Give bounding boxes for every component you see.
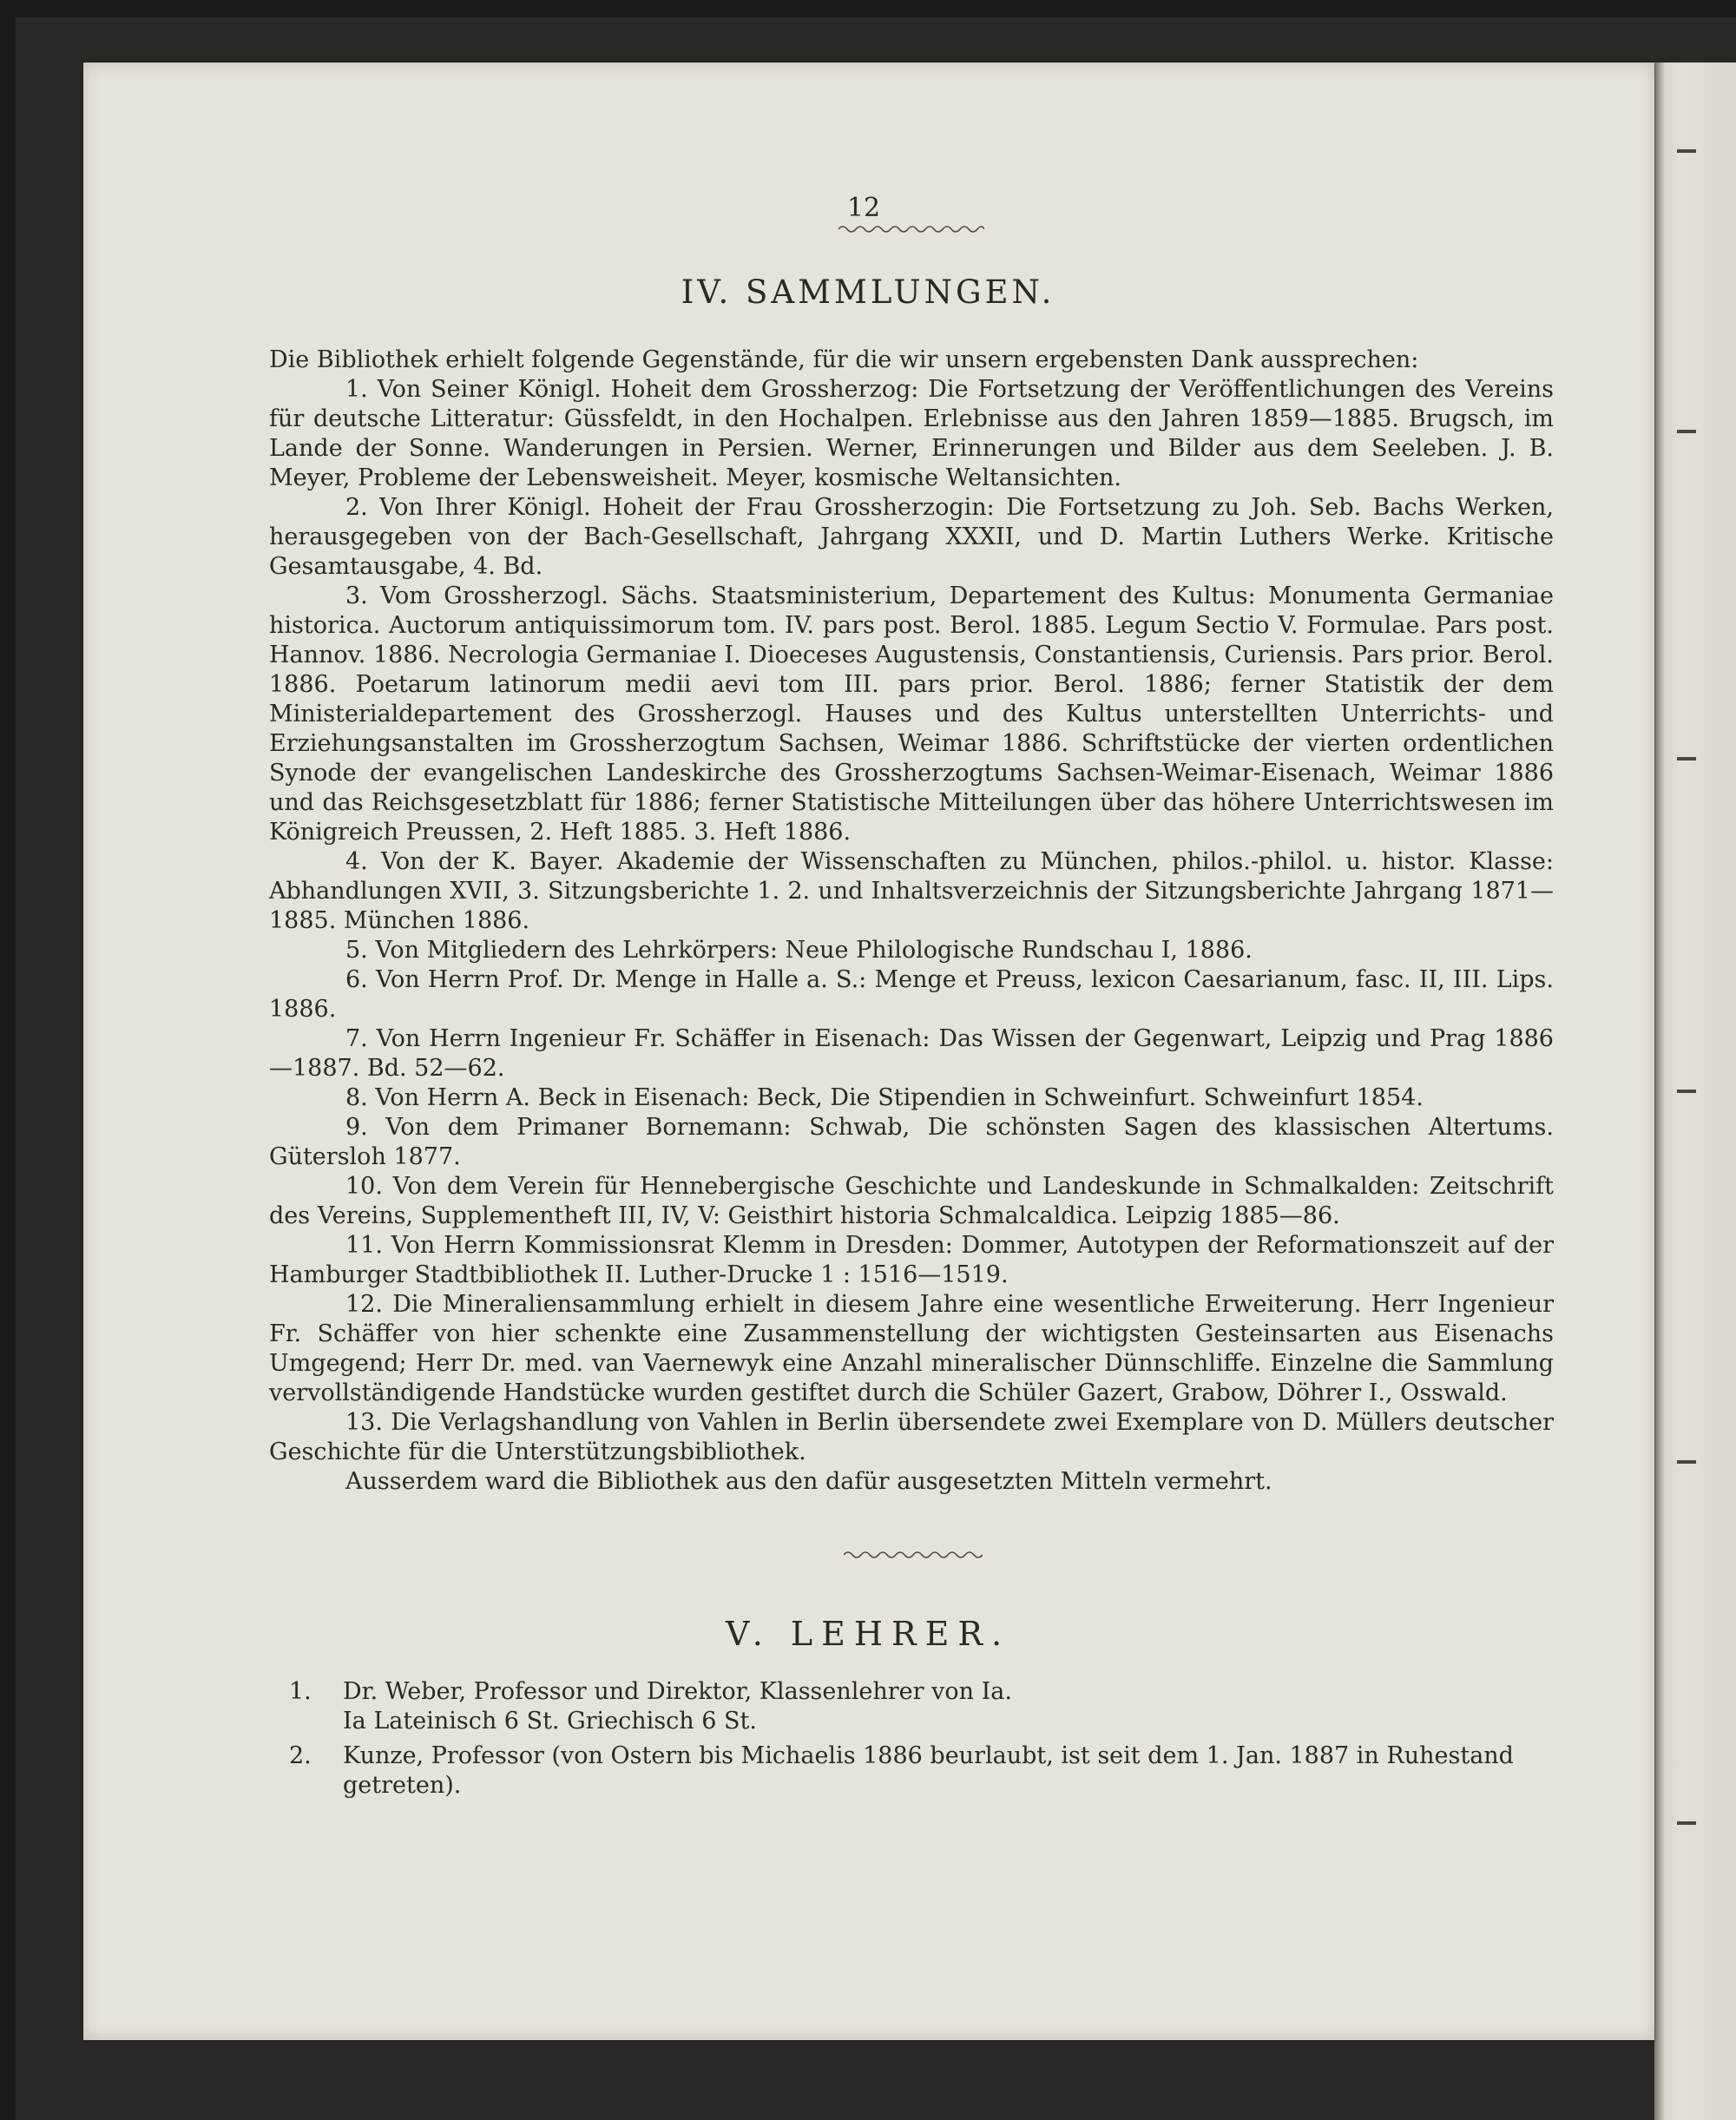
teacher-number: 1. — [289, 1678, 312, 1705]
donation-item: 9. Von dem Primaner Bornemann: Schwab, Die schönsten Sagen des klassischen Altertums. Gütersloh 1877. — [269, 1114, 1554, 1170]
teacher-list — [289, 1677, 1556, 1806]
edge-mark — [1677, 757, 1696, 760]
donation-item: 5. Von Mitgliedern des Lehrkörpers: Neue Philologische Rundschau I, 1886. — [345, 937, 1253, 964]
sammlungen-body — [269, 346, 1554, 1497]
donation-item: 2. Von Ihrer Königl. Hoheit der Frau Grossherzogin: Die Fortsetzung zu Joh. Seb. Bachs Werken, herausgegeben von der Bach-Gesellschaft, Jahrgang XXXII, und D. Martin Luthers Werke. Kritische Gesamtausgabe, 4. Bd. — [269, 494, 1554, 580]
donation-item: 6. Von Herrn Prof. Dr. Menge in Halle a. S.: Menge et Preuss, lexicon Caesarianum, fasc. II, III. Lips. 1886. — [269, 966, 1554, 1023]
teacher-number: 2. — [289, 1742, 312, 1769]
donation-item: 11. Von Herrn Kommissionsrat Klemm in Dresden: Dommer, Autotypen der Reformationszeit auf der Hamburger Stadtbibliothek II. Luther-Drucke 1 : 1516—1519. — [269, 1232, 1554, 1288]
donation-item: 4. Von der K. Bayer. Akademie der Wissenschaften zu München, philos.-philol. u. histor. Klasse: Abhandlungen XVII, 3. Sitzungsberichte 1. 2. und Inhaltsverzeichnis der Sitzungsberichte Jahrgang 1871—1885. München 1886. — [269, 848, 1554, 934]
section-title-lehrer: V. LEHRER. — [725, 1615, 1011, 1653]
donation-item: 8. Von Herrn A. Beck in Eisenach: Beck, Die Stipendien in Schweinfurt. Schweinfurt 1854. — [345, 1084, 1424, 1111]
closing-remark: Ausserdem ward die Bibliothek aus den dafür ausgesetzten Mitteln vermehrt. — [345, 1468, 1272, 1495]
teacher-subjects: Ia Lateinisch 6 St. Griechisch 6 St. — [343, 1708, 757, 1735]
teacher-line: Kunze, Professor (von Ostern bis Michaelis 1886 beurlaubt, ist seit dem 1. Jan. 1887 in Ruhestand getreten). — [343, 1742, 1514, 1799]
section-title-sammlungen: IV. SAMMLUNGEN. — [681, 273, 1055, 311]
teacher-line: Dr. Weber, Professor und Direktor, Klassenlehrer von Ia. — [343, 1678, 1012, 1705]
sammlungen-intro: Die Bibliothek erhielt folgende Gegenstände, für die wir unsern ergebensten Dank aussprechen: — [269, 346, 1419, 373]
donation-item: 12. Die Mineraliensammlung erhielt in diesem Jahre eine wesentliche Erweiterung. Herr Ingenieur Fr. Schäffer von hier schenkte eine Zusammenstellung der wichtigsten Gesteinsarten aus Eisenachs Umgegend; Herr Dr. med. van Vaernewyk eine Anzahl mineralischer Dünnschliffe. Einzelne die Sammlung vervollständigende Handstücke wurden gestiftet durch die Schüler Gazert, Grabow, Döhrer I., Osswald. — [269, 1291, 1554, 1406]
teacher-entry — [289, 1677, 1556, 1736]
edge-mark — [1677, 1821, 1696, 1825]
donation-item: 13. Die Verlagshandlung von Vahlen in Berlin übersendete zwei Exemplare von D. Müllers deutscher Geschichte für die Unterstützungsbibliothek. — [269, 1409, 1554, 1465]
page-number: 12 — [846, 193, 881, 223]
section-divider-squiggle — [844, 1550, 983, 1560]
teacher-entry — [289, 1741, 1556, 1801]
edge-mark — [1677, 1090, 1696, 1093]
donation-item: 3. Vom Grossherzogl. Sächs. Staatsministerium, Departement des Kultus: Monumenta Germaniae historica. Auctorum antiquissimorum tom. IV. pars post. Berol. 1885. Legum Sectio V. Formulae. Pars post. Hannov. 1886. Necrologia Germaniae I. Dioeceses Augustensis, Constantiensis, Curiensis. Pars prior. Berol. 1886. Poetarum latinorum medii aevi tom III. pars prior. Berol. 1886; ferner Statistik der dem Ministerialdepartement des Grossherzogl. Hauses und des Kultus unterstellten Unterrichts- und Erziehungsanstalten im Grossherzogtum Sachsen, Weimar 1886. Schriftstücke der vierten ordentlichen Synode der evangelischen Landeskirche des Grossherzogtums Sachsen-Weimar-Eisenach, Weimar 1886 und das Reichsgesetzblatt für 1886; ferner Statistische Mitteilungen über das höhere Unterrichtswesen im Königreich Preussen, 2. Heft 1885. 3. Heft 1886. — [269, 583, 1554, 846]
donation-item: 1. Von Seiner Königl. Hoheit dem Grossherzog: Die Fortsetzung der Veröffentlichungen des Vereins für deutsche Litteratur: Güssfeldt, in den Hochalpen. Erlebnisse aus den Jahren 1859—1885. Brugsch, im Lande der Sonne. Wanderungen in Persien. Werner, Erinnerungen und Bilder aus dem Seeleben. J. B. Meyer, Probleme der Lebensweisheit. Meyer, kosmische Weltansichten. — [269, 376, 1554, 491]
ornament-squiggle — [838, 224, 984, 234]
edge-mark — [1677, 1460, 1696, 1464]
edge-mark — [1677, 149, 1696, 153]
donation-item: 7. Von Herrn Ingenieur Fr. Schäffer in Eisenach: Das Wissen der Gegenwart, Leipzig und Prag 1886—1887. Bd. 52—62. — [269, 1025, 1554, 1082]
donation-item: 10. Von dem Verein für Hennebergische Geschichte und Landeskunde in Schmalkalden: Zeitschrift des Vereins, Supplementheft III, IV, V: Geisthirt historia Schmalcaldica. Leipzig 1885—86. — [269, 1173, 1554, 1229]
edge-mark — [1677, 430, 1696, 433]
